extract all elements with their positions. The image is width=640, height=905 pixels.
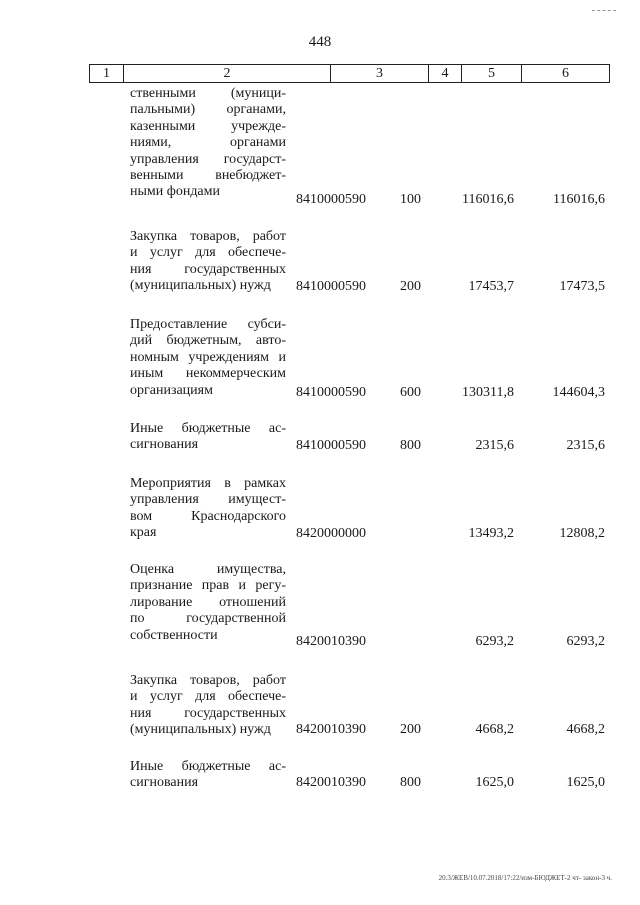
row-type: 800 [400, 438, 421, 453]
row-description [130, 421, 286, 454]
header-col-6: 6 [521, 65, 609, 82]
description-line: (муниципальных) нужд [130, 722, 271, 738]
row-type: 800 [400, 775, 421, 790]
description-line: сигнования [130, 775, 199, 791]
description-line: (муниципальных) нужд [130, 278, 271, 294]
header-col-2: 2 [123, 65, 330, 82]
description-line: венными внебюджет- [130, 168, 286, 184]
row-type: 200 [400, 722, 421, 737]
row-value-6: 1625,0 [566, 775, 605, 790]
description-line: Иные бюджетные ас- [130, 421, 286, 436]
description-line: управления государст- [130, 151, 286, 167]
row-description [130, 673, 286, 739]
header-col-3: 3 [330, 65, 428, 82]
description-line: ными фондами [130, 184, 221, 200]
description-line: ниями, органами [130, 135, 286, 151]
row-code: 8420010390 [296, 775, 366, 790]
row-value-6: 144604,3 [552, 385, 605, 400]
row-description [130, 317, 286, 399]
row-code: 8410000590 [296, 279, 366, 294]
row-code: 8410000590 [296, 192, 366, 207]
row-value-5: 130311,8 [462, 385, 514, 400]
row-value-6: 6293,2 [566, 634, 605, 649]
row-value-5: 13493,2 [468, 526, 514, 541]
table-header [89, 64, 610, 83]
description-line: Иные бюджетные ас- [130, 759, 286, 774]
row-value-5: 6293,2 [475, 634, 514, 649]
description-line: и услуг для обеспече- [130, 689, 286, 705]
row-value-6: 17473,5 [559, 279, 605, 294]
description-line: лирование отношений [130, 594, 286, 610]
description-line: признание прав и регу- [130, 578, 286, 594]
row-value-5: 17453,7 [468, 279, 514, 294]
description-line: номным учреждениям и [130, 349, 286, 365]
description-line: пальными) органами, [130, 102, 286, 118]
row-code: 8410000590 [296, 385, 366, 400]
description-line: по государственной [130, 611, 286, 627]
description-line: Предоставление субси- [130, 317, 286, 332]
row-value-5: 4668,2 [475, 722, 514, 737]
row-value-6: 4668,2 [566, 722, 605, 737]
description-line: ния государственных [130, 261, 286, 277]
corner-mark [592, 10, 616, 11]
row-type: 200 [400, 279, 421, 294]
row-code: 8420000000 [296, 526, 366, 541]
row-type: 600 [400, 385, 421, 400]
description-line: собственности [130, 627, 218, 643]
footer-stamp: 20.3/ЖЕВ/10.07.2018/17:22/изм-БЮДЖЕТ-2 чт- закон-3 ч. [438, 874, 612, 882]
page-number: 448 [308, 34, 332, 50]
description-line: вом Краснодарского [130, 508, 286, 524]
row-value-5: 116016,6 [462, 192, 514, 207]
description-line: иным некоммерческим [130, 366, 286, 382]
row-description [130, 562, 286, 644]
row-type: 100 [400, 192, 421, 207]
description-line: Мероприятия в рамках [130, 476, 286, 491]
row-description [130, 229, 286, 295]
row-code: 8420010390 [296, 722, 366, 737]
row-code: 8410000590 [296, 438, 366, 453]
description-line: края [130, 525, 157, 541]
row-code: 8420010390 [296, 634, 366, 649]
row-value-6: 116016,6 [553, 192, 605, 207]
row-description [130, 759, 286, 792]
description-line: Закупка товаров, работ [130, 229, 286, 244]
header-col-4: 4 [428, 65, 461, 82]
row-value-5: 1625,0 [475, 775, 514, 790]
description-line: Закупка товаров, работ [130, 673, 286, 688]
description-line: организациям [130, 382, 213, 398]
header-col-5: 5 [461, 65, 521, 82]
description-line: ния государственных [130, 705, 286, 721]
description-line: сигнования [130, 437, 199, 453]
row-description [130, 86, 286, 201]
description-line: Оценка имущества, [130, 562, 286, 577]
row-value-6: 12808,2 [559, 526, 605, 541]
description-line: и услуг для обеспече- [130, 245, 286, 261]
description-line: управления имущест- [130, 492, 286, 508]
description-line: казенными учрежде- [130, 118, 286, 134]
row-value-5: 2315,6 [475, 438, 514, 453]
header-col-1: 1 [103, 66, 110, 81]
description-line: ственными (муници- [130, 86, 286, 101]
row-value-6: 2315,6 [566, 438, 605, 453]
description-line: дий бюджетным, авто- [130, 333, 286, 349]
row-description [130, 476, 286, 542]
